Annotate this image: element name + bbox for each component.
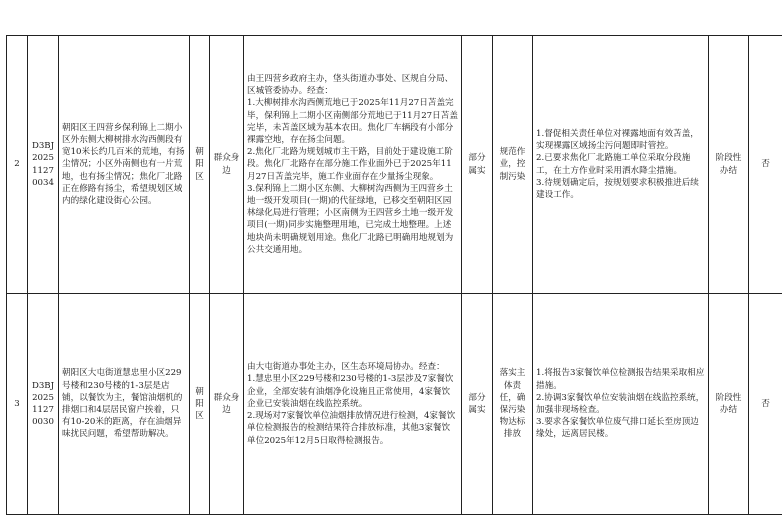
table-row (7, 294, 782, 515)
table-row (7, 36, 782, 294)
measures-text: 1.将报告3家餐饮单位检测报告结果采取相应措施。 2.协调3家餐饮单位安装油烟在线监控系统，加强非现场检查。 3.要求各家餐饮单位废气排口延长至房顶边缘处，远离居民楼。 (533, 294, 709, 515)
accountability-cell: 否 (749, 294, 782, 515)
verdict-cell: 部分属实 (462, 294, 493, 515)
findings-text: 由大屯街道办事处主办，区生态环境局协办。经查： 1.慧忠里小区229号楼和230号楼的1-3层涉及7家餐饮企业，全部安装有油烟净化设施且正常使用，4家餐饮企业已安装油烟在线监控系统。 2.现场对7家餐饮单位油烟排放情况进行检测，4家餐饮单位检测报告的检测结果符合排放标准，其他3家餐饮单位2025年12月5日取得检测报告。 (244, 294, 462, 515)
row-index: 2 (7, 36, 28, 294)
status-cell: 阶段性办结 (709, 36, 749, 294)
row-index: 3 (7, 294, 28, 515)
district-cell: 朝阳区 (190, 36, 210, 294)
accountability-cell: 否 (749, 36, 782, 294)
category-cell: 规范作业，控制污染 (493, 36, 533, 294)
issue-text: 朝阳区王四营乡保利锦上二期小区外东侧大柳树排水沟西侧段有宽10米长约几百米的荒地，有扬尘情况；小区外南侧也有一片荒地，也有扬尘情况；焦化厂北路正在修路有扬尘，希望规划区域内的绿化建设街心公园。 (59, 36, 190, 294)
category-cell: 落实主体责任，确保污染物达标排放 (493, 294, 533, 515)
source-cell: 群众身边 (210, 36, 244, 294)
verdict-cell: 部分属实 (462, 36, 493, 294)
measures-text: 1.督促相关责任单位对裸露地面有效苫盖，实现裸露区域扬尘污问题即时管控。 2.已要求焦化厂北路施工单位采取分段施工，在土方作业时采用洒水降尘措施。 3.待规划确定后，按规划要求积极推进后续建设工作。 (533, 36, 709, 294)
case-code: D3BJ 2025 1127 0034 (28, 36, 59, 294)
status-cell: 阶段性办结 (709, 294, 749, 515)
source-cell: 群众身边 (210, 294, 244, 515)
findings-text: 由王四营乡政府主办，垡头街道办事处、区规自分局、区城管委协办。经查： 1.大柳树排水沟西侧荒地已于2025年11月27日苫盖完毕，保利锦上二期小区南侧部分荒地已于11月27日苫盖完毕，未苫盖区域为基本农田。焦化厂车辆段有小部分裸露空地，存在扬尘问题。 2.焦化厂北路为规划城市主干路，目前处于建设施工阶段。焦化厂北路存在部分施工作业面外已于2025年11月27日苫盖完毕，施工作业面存在少量扬尘现象。 3.保利锦上二期小区东侧、大柳树沟西侧为王四营乡土地一级开发项目(一期)的代征绿地，已移交至朝阳区园林绿化局进行管理；小区南侧为王四营乡土地一级开发项目(一期)同步实施整理用地，已完成土地整理。上述地块尚未明确规划用途。焦化厂北路已明确用地规划为公共交通用地。 (244, 36, 462, 294)
case-code: D3BJ 2025 1127 0030 (28, 294, 59, 515)
case-table (6, 35, 782, 515)
issue-text: 朝阳区大屯街道慧忠里小区229号楼和230号楼的1-3层是店铺，以餐饮为主，餐馆油烟机的排烟口和4层居民窗户挨着，只有10-20米的距离，存在油烟异味扰民问题，希望帮助解决。 (59, 294, 190, 515)
district-cell: 朝阳区 (190, 294, 210, 515)
